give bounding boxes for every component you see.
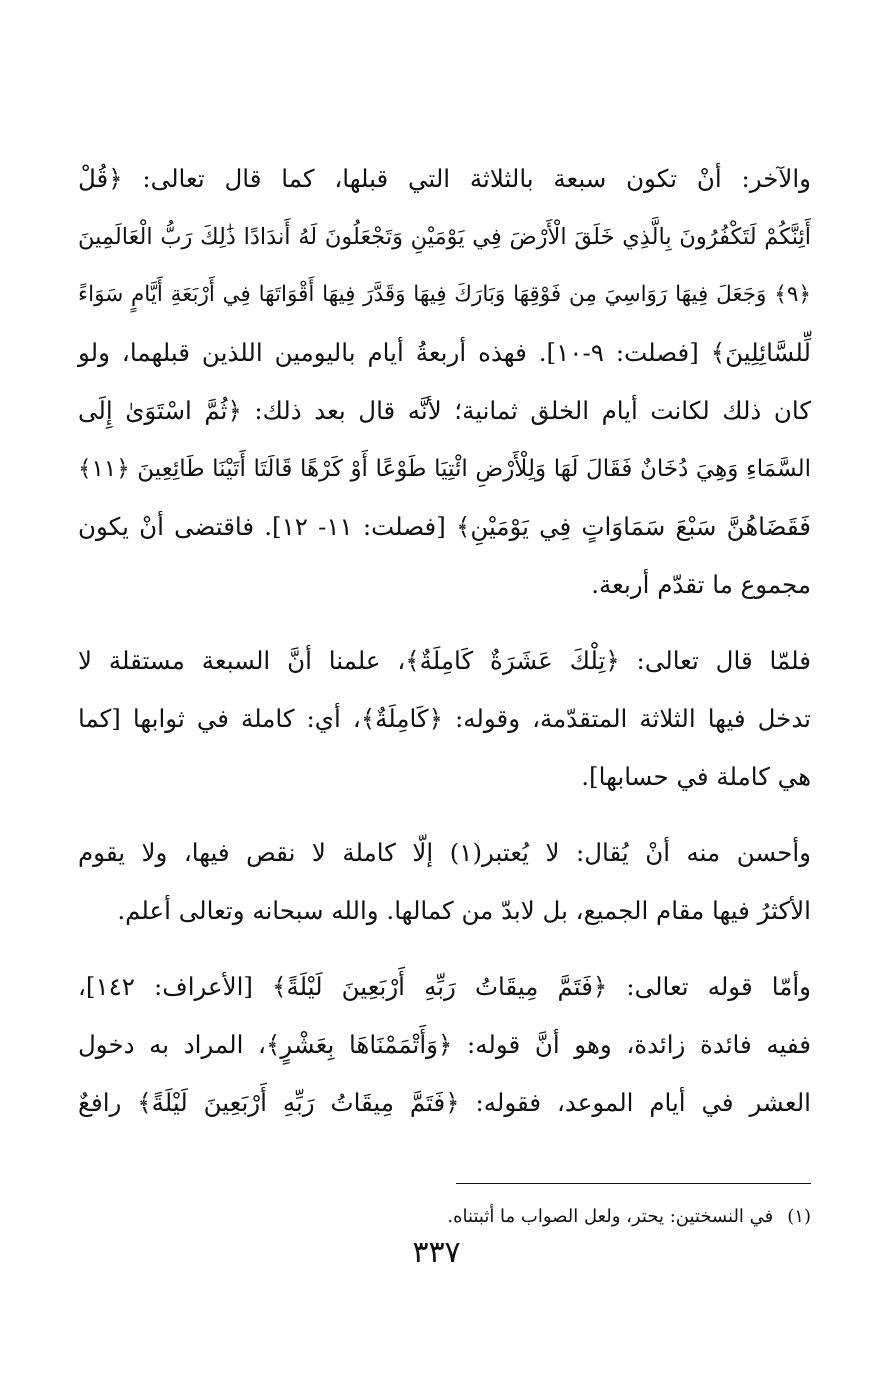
text-line: مجموع ما تقدّم أربعة.: [591, 570, 811, 599]
text-line: تدخل فيها الثلاثة المتقدّمة، وقوله: ﴿كَامِلَةٌ﴾، أي: كاملة في ثوابها [كما: [78, 704, 811, 733]
text-line: وأحسن منه أنْ يُقال: لا يُعتبر(١) إلّا كاملة لا نقص فيها، ولا يقوم: [78, 838, 811, 867]
quran-line: السَّمَاءِ وَهِيَ دُخَانٌ فَقَالَ لَهَا وَلِلْأَرْضِ ائْتِيَا طَوْعًا أَوْ كَرْهًا قَالَتَا أَتَيْنَا طَائِعِينَ ﴿١١﴾: [78, 456, 811, 482]
paragraph-4: [78, 958, 811, 1132]
text-line: الأكثرُ فيها مقام الجميع، بل لابدّ من كمالها. والله سبحانه وتعالى أعلم.: [117, 896, 811, 925]
page-body: [78, 150, 811, 1132]
quran-line: ﴿٩﴾ وَجَعَلَ فِيهَا رَوَاسِيَ مِن فَوْقِهَا وَبَارَكَ فِيهَا وَقَدَّرَ فِيهَا أَقْوَاتَهَا فِي أَرْبَعَةِ أَيَّامٍ سَوَاءً: [78, 282, 811, 307]
text-line: هي كاملة في حسابها].: [581, 762, 811, 791]
paragraph-2: [78, 632, 811, 806]
text-line: العشر في أيام الموعد، فقوله: ﴿فَتَمَّ مِيقَاتُ رَبِّهِ أَرْبَعِينَ لَيْلَةً﴾ رافعٌ: [78, 1088, 811, 1117]
text-line: والآخر: أنْ تكون سبعة بالثلاثة التي قبلها، كما قال تعالى: ﴿قُلْ: [78, 164, 811, 193]
text-line: فَقَضَاهُنَّ سَبْعَ سَمَاوَاتٍ فِي يَوْمَيْنِ﴾ [فصلت: ١١- ١٢]. فاقتضى أنْ يكون: [78, 512, 811, 541]
text-line: لِّلسَّائِلِينَ﴾ [فصلت: ٩-١٠]. فهذه أربعةُ أيام باليومين اللذين قبلهما، ولو: [78, 338, 811, 367]
text-line: ففيه فائدة زائدة، وهو أنَّ قوله: ﴿وَأَتْمَمْنَاهَا بِعَشْرٍ﴾، المراد به دخول: [78, 1030, 811, 1059]
paragraph-3: [78, 824, 811, 940]
text-line: وأمّا قوله تعالى: ﴿فَتَمَّ مِيقَاتُ رَبِّهِ أَرْبَعِينَ لَيْلَةً﴾ [الأعراف: ١٤٢]،: [78, 972, 811, 1001]
paragraph-1: [78, 150, 811, 614]
footnote-text: في النسختين: يحتر، ولعل الصواب ما أثبتناه.: [447, 1206, 774, 1227]
footnote-number: (١): [787, 1206, 811, 1227]
quran-line: أَئِنَّكُمْ لَتَكْفُرُونَ بِالَّذِي خَلَقَ الْأَرْضَ فِي يَوْمَيْنِ وَتَجْعَلُونَ لَهُ أَندَادًا ذَٰلِكَ رَبُّ الْعَالَمِينَ: [78, 224, 811, 250]
text-line: فلمّا قال تعالى: ﴿تِلْكَ عَشَرَةٌ كَامِلَةٌ﴾، علمنا أنَّ السبعة مستقلة لا: [78, 646, 811, 675]
text-line: كان ذلك لكانت أيام الخلق ثمانية؛ لأنَّه قال بعد ذلك: ﴿ثُمَّ اسْتَوَىٰ إِلَى: [78, 396, 811, 425]
page-number: ٣٣٧: [412, 1235, 461, 1270]
footnote-separator: [456, 1183, 811, 1184]
footnote: [447, 1203, 811, 1231]
